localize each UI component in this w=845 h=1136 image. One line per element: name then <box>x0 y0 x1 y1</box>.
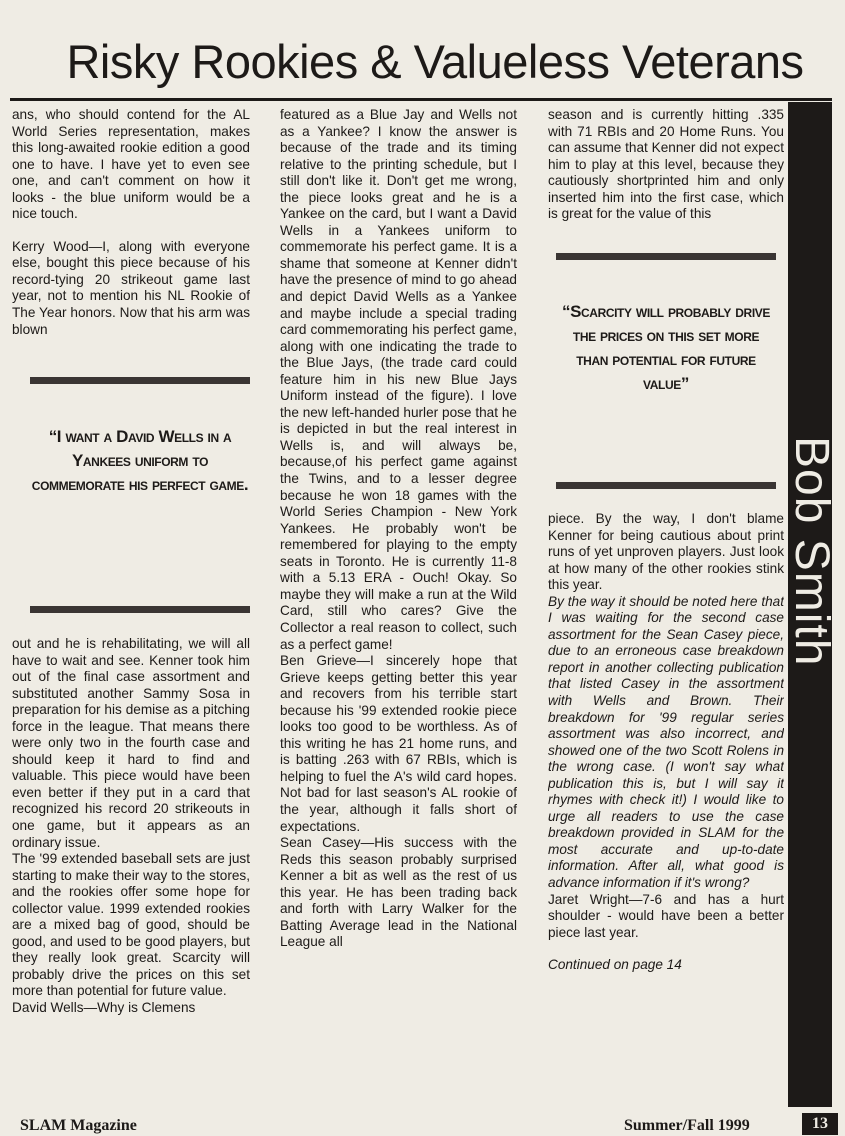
pullquote-wells: “I want a David Wells in a Yankees uniform to commemorate his perfect game. <box>31 427 249 494</box>
pullquote-rule-top <box>30 377 250 384</box>
column-1-top <box>12 107 250 375</box>
paragraph: piece. By the way, I don't blame Kenner for being cautious about print runs of yet unproven players. Just look at how many of the other rookies stink this year. <box>548 511 784 593</box>
column-2 <box>280 107 517 1092</box>
paragraph: out and he is rehabilitating, we will all have to wait and see. Kenner took him out of the final case assortment and substituted another Sammy Sosa in preparation for his demise as a pitching force in the league. That means there were only two in the fourth case and should keep it hard to find and valuable. This piece would have been even better if they put in a card that recognized his record 20 strikeouts in one game, but it appears as an ordinary issue. <box>12 636 250 850</box>
paragraph-david-wells: David Wells—Why is Clemens <box>12 1000 196 1016</box>
title-rule <box>10 98 832 101</box>
issue-date: Summer/Fall 1999 <box>624 1117 750 1134</box>
page-number: 13 <box>802 1113 838 1135</box>
paragraph-ben-grieve: Ben Grieve—I sincerely hope that Grieve keeps getting better this year and recovers from his terrible start because his '99 extended rookie piece looks too good to be worthless. As of this writing he has 21 home runs, and is batting .263 with 67 RBIs, which is helping to fuel the A's wild card hopes. Not bad for last season's AL rookie of the year, although it falls short of expectations. <box>280 653 517 834</box>
continued-note: Continued on page 14 <box>548 957 682 973</box>
paragraph: ans, who should contend for the AL World Series representation, makes this long-awaited rookie edition a good one to have. I have yet to even see one, and can't comment on how it looks - the blue uniform would be a nice touch. <box>12 107 250 222</box>
column-1-bottom <box>12 636 250 1092</box>
paragraph-kerry-wood: Kerry Wood—I, along with everyone else, bought this piece because of his record-tying 20 strikeout game last year, not to mention his NL Rookie of The Year honors. Now that his arm was blown <box>12 238 250 337</box>
paragraph-jaret-wright: Jaret Wright—7-6 and has a hurt shoulder - would have been a better piece last year. <box>548 891 784 940</box>
article-title: Risky Rookies & Valueless Veterans <box>66 35 804 88</box>
column-3-top <box>548 107 784 245</box>
pullquote-scarcity: “Scarcity will probably drive the prices on this set more than potential for future value” <box>562 302 770 393</box>
author-byline: Bob Smith <box>785 436 838 667</box>
pullquote-rule-top <box>556 253 776 260</box>
column-3-bottom <box>548 511 784 1071</box>
paragraph: season and is currently hitting .335 with 71 RBIs and 20 Home Runs. You can assume that Kenner did not expect him to play at this level, because they cautiously shortprinted him and only inserted him into the first case, which is great for the value of this <box>548 107 784 222</box>
pullquote-rule-bottom <box>556 482 776 489</box>
paragraph: featured as a Blue Jay and Wells not as a Yankee? I know the answer is because of the trade and its timing relative to the printing schedule, but I still don't like it. Don't get me wrong, the piece looks great and he is a Yankee on the card, but I want a David Wells in a Yankees uniform to commemorate his perfect game. It is a shame that someone at Kenner didn't have the presence of mind to go ahead and depict David Wells as a Yankee and maybe include a special trading card commemorating his perfect game, along with one indicating the trade to the Blue Jays, (the trade card could feature him in his new Blue Jays Uniform instead of the figure). I love the new left-handed hurler pose that he is depicted in but the real interest in Wells is, and will always be, because,of his perfect game against the Twins, and to a lesser degree because he won 18 games with the World Series Champion - New York Yankees. He probably won't be remembered for playing to the empty seats in Toronto. He is currently 11-8 with a 5.13 ERA - Ouch! Okay. So maybe they will make a run at the Wild Card, still who cares? Give the Collector a real reason to collect, such as a perfect game! <box>280 107 517 652</box>
paragraph: The '99 extended baseball sets are just starting to make their way to the stores, and the rookies offer some hope for collector value. 1999 extended rookies are a mixed bag of good, should be good, and used to be good players, but they really look great. Scarcity will probably drive the prices on this set more than potential for future value. <box>12 851 250 999</box>
paragraph-italic-note: By the way it should be noted here that I was waiting for the second case assortment for the Sean Casey piece, due to an erroneous case breakdown report in another collecting publication that listed Casey in the assortment with Wells and Brown. Their breakdown for '99 regular series assortment was also incorrect, and showed one of the two Scott Rolens in the wrong case. (I won't say what publication this is, but I will say it rhymes with check it!) I would like to urge all readers to use the case breakdown provided in SLAM for the most accurate and up-to-date information. After all, what good is advance information if it's wrong? <box>548 593 784 891</box>
publication-name: SLAM Magazine <box>20 1117 137 1134</box>
paragraph-sean-casey: Sean Casey—His success with the Reds this season probably surprised Kenner a bit as well as the rest of us this year. He has been trading back and forth with Larry Walker for the Batting Average lead in the National League all <box>280 835 517 950</box>
pullquote-rule-bottom <box>30 606 250 613</box>
